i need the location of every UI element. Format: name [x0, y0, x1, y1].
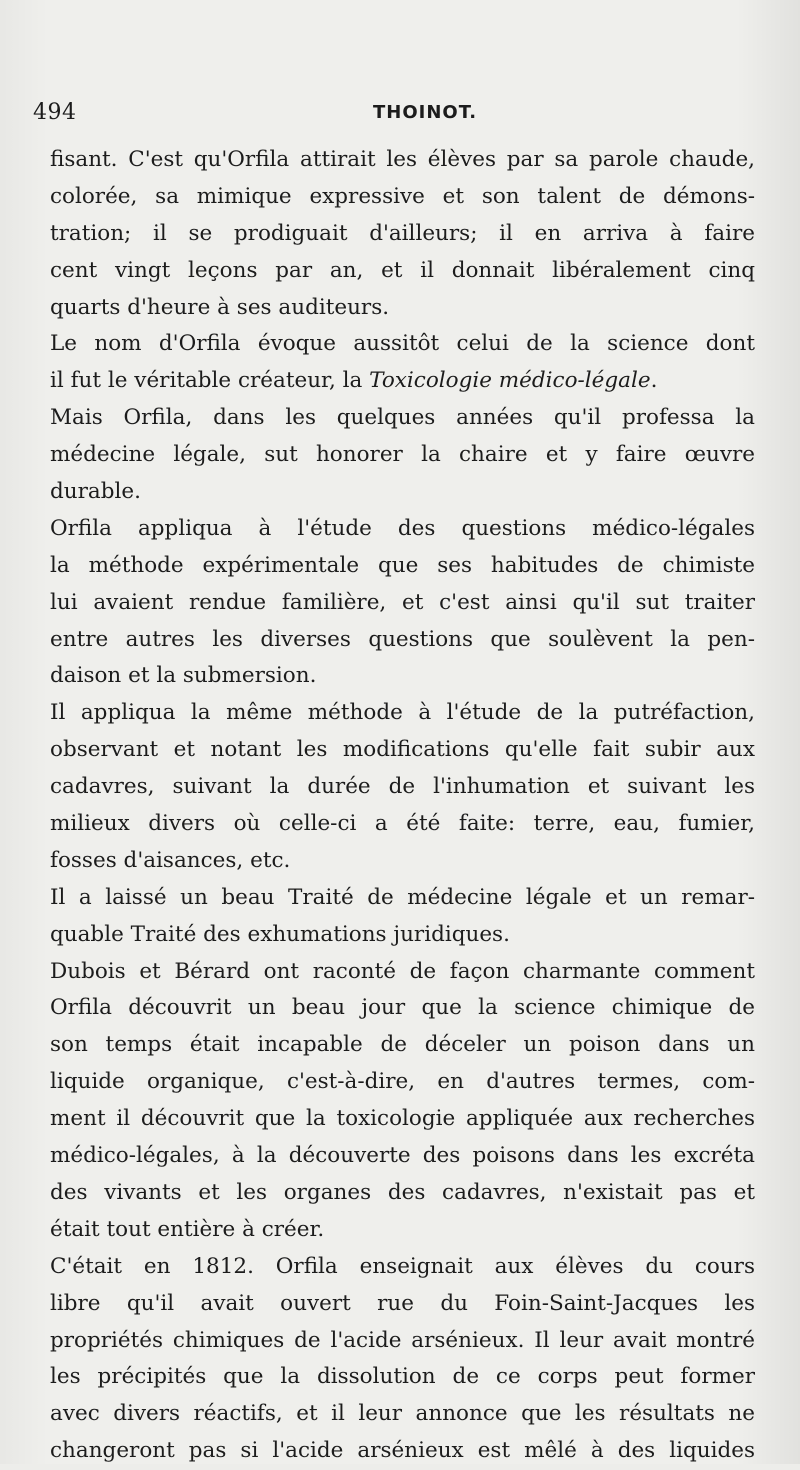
text-line: Il appliqua la même méthode à l'étude de la putréfaction, — [50, 700, 755, 726]
body-text — [50, 142, 755, 1470]
text-line: cadavres, suivant la durée de l'inhumation et suivant les — [50, 774, 755, 800]
text-line: des vivants et les organes des cadavres, n'existait pas et — [50, 1179, 755, 1205]
text-line: ment il découvrit que la toxicologie appliquée aux recherches — [50, 1106, 755, 1132]
text-line: quarts d'heure à ses auditeurs. — [50, 294, 390, 320]
text-line: les précipités que la dissolution de ce corps peut former — [50, 1364, 755, 1390]
text-line: était tout entière à créer. — [50, 1216, 325, 1242]
text-line: cent vingt leçons par an, et il donnait libéralement cinq — [50, 257, 755, 283]
text-line: entre autres les diverses questions que soulèvent la pen- — [50, 626, 755, 652]
text-line: durable. — [50, 479, 141, 505]
running-head: THOINOT. — [373, 102, 478, 123]
text-line: Dubois et Bérard ont raconté de façon charmante comment — [50, 958, 755, 984]
text-line: libre qu'il avait ouvert rue du Foin-Saint-Jacques les — [50, 1290, 755, 1316]
text-line: changeront pas si l'acide arsénieux est mêlé à des liquides — [50, 1438, 755, 1464]
text-line: il fut le véritable créateur, la Toxicologie médico-légale. — [50, 368, 658, 394]
text-line: Orfila appliqua à l'étude des questions médico-légales — [50, 515, 755, 541]
page-number: 494 — [33, 100, 77, 125]
text-line: milieux divers où celle-ci a été faite: terre, eau, fumier, — [50, 811, 755, 837]
text-line: daison et la submersion. — [50, 663, 317, 689]
text-line: Le nom d'Orfila évoque aussitôt celui de la science dont — [50, 331, 755, 357]
text-line: tration; il se prodiguait d'ailleurs; il en arriva à faire — [50, 220, 755, 246]
text-line: Orfila découvrit un beau jour que la science chimique de — [50, 995, 755, 1021]
text-line: son temps était incapable de déceler un poison dans un — [50, 1032, 755, 1058]
text-line: médico-légales, à la découverte des poisons dans les excréta — [50, 1143, 755, 1169]
text-line: C'était en 1812. Orfila enseignait aux élèves du cours — [50, 1253, 755, 1279]
text-line: observant et notant les modifications qu'elle fait subir aux — [50, 737, 755, 763]
text-line: avec divers réactifs, et il leur annonce que les résultats ne — [50, 1401, 755, 1427]
text-line: Il a laissé un beau Traité de médecine légale et un remar- — [50, 884, 755, 910]
text-line: Mais Orfila, dans les quelques années qu'il professa la — [50, 405, 755, 431]
text-line: la méthode expérimentale que ses habitudes de chimiste — [50, 552, 755, 578]
text-line: colorée, sa mimique expressive et son talent de démons- — [50, 183, 755, 209]
text-line: médecine légale, sut honorer la chaire et y faire œuvre — [50, 442, 755, 468]
page-header — [33, 100, 753, 134]
text-line: propriétés chimiques de l'acide arsénieux. Il leur avait montré — [50, 1327, 755, 1353]
text-line: fosses d'aisances, etc. — [50, 847, 291, 873]
text-line: fisant. C'est qu'Orfila attirait les élèves par sa parole chaude, — [50, 147, 755, 172]
text-line: liquide organique, c'est-à-dire, en d'autres termes, com- — [50, 1069, 755, 1095]
text-line: quable Traité des exhumations juridiques. — [50, 921, 510, 947]
text-line: lui avaient rendue familière, et c'est ainsi qu'il sut traiter — [50, 589, 755, 615]
